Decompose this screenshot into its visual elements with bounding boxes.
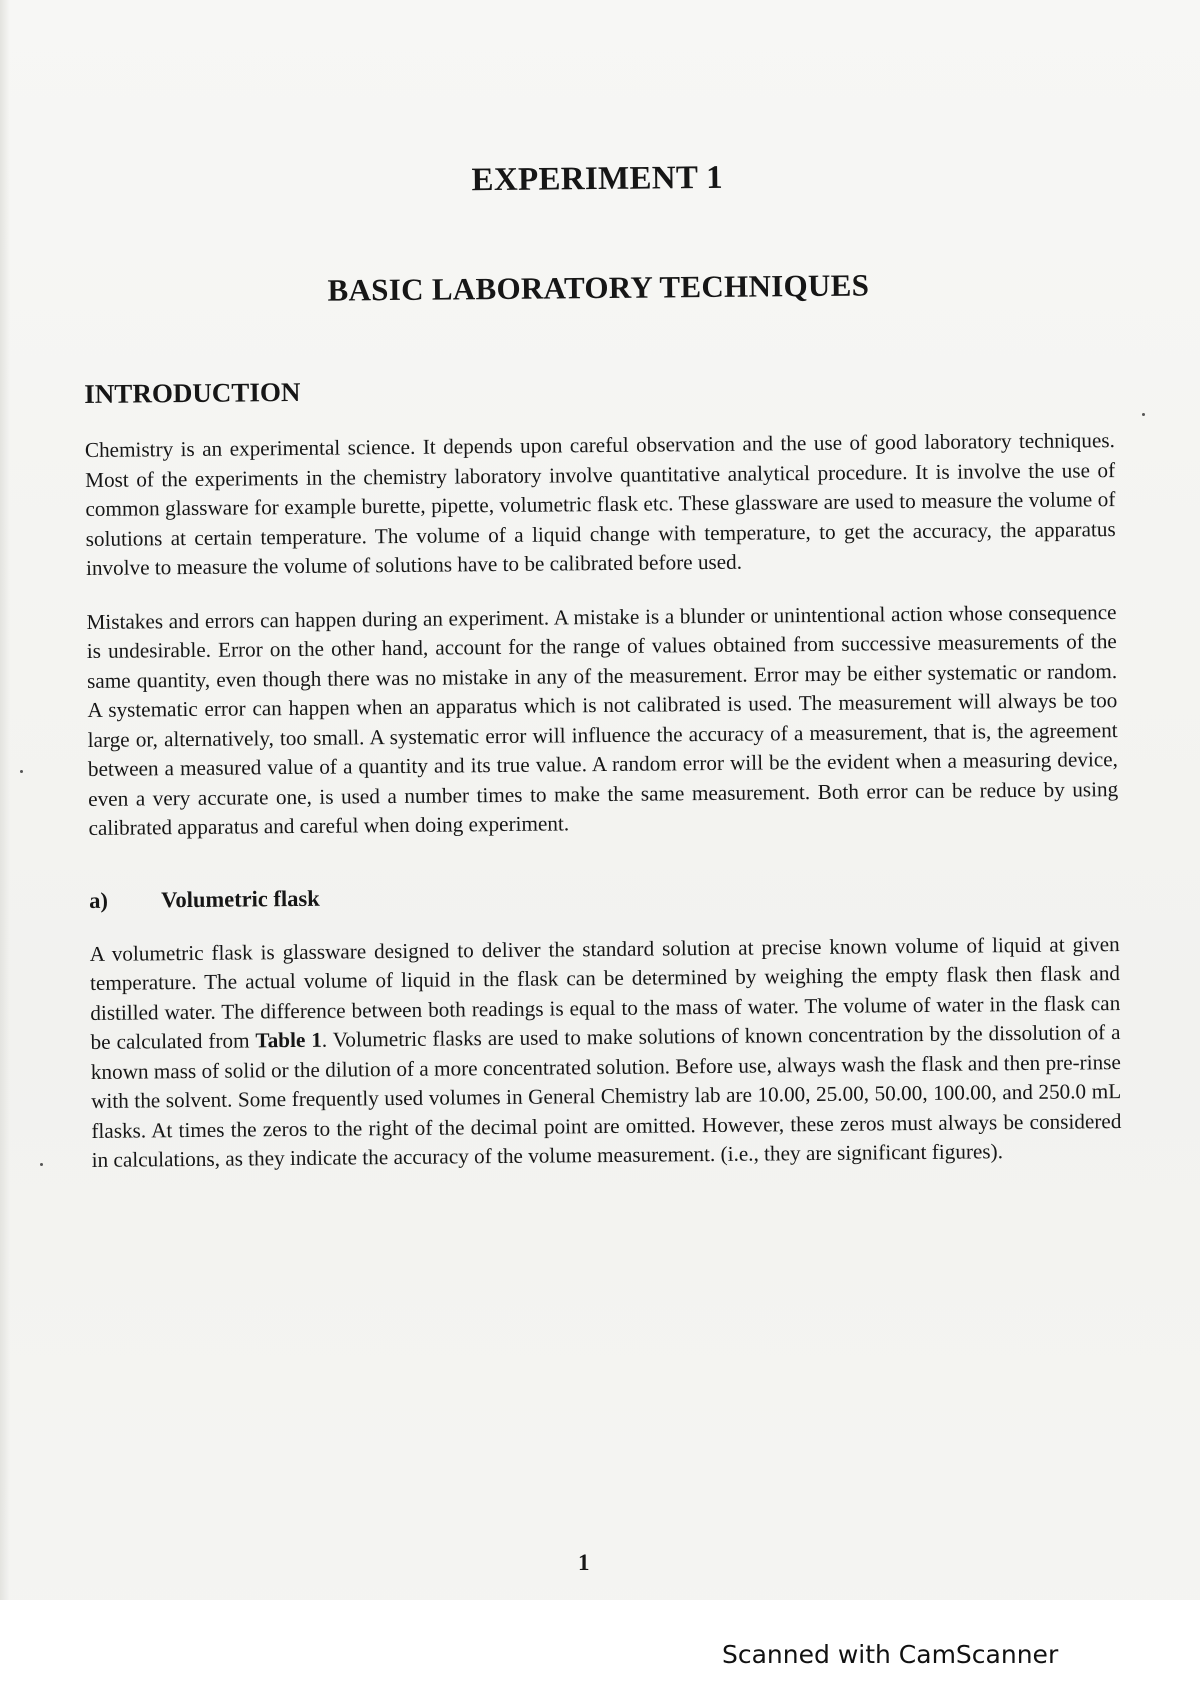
subsection-letter: a) xyxy=(89,887,109,913)
subsection-heading xyxy=(89,878,1119,914)
document-title: EXPERIMENT 1 xyxy=(471,159,724,199)
document-body xyxy=(82,140,1122,1175)
page-number: 1 xyxy=(578,1550,590,1575)
volumetric-flask-paragraph xyxy=(90,930,1122,1176)
paragraph-text-end: . Volumetric flasks are used to make solutions of known concentration by the dissolution of a known mass of solid or the dilution of a more concentrated solution. Before use, always wash the flask and then pre-rinse with the solvent. Some frequently used volumes in General Chemistry lab are 10.00, 25.00, 50.00, 100.00, and 250.0 mL flasks. At times the zeros to the right of the decimal point are omitted. However, these zeros must always be considered in calculations, as they indicate the accuracy of the volume measurement. (i.e., they are significant figures). xyxy=(90,1020,1122,1172)
subsection-title: Volumetric flask xyxy=(161,885,320,912)
paragraph-text-start: A volumetric flask is glassware designed to deliver the standard solution at precise known volume of liquid at given temperature. The actual volume of liquid in the flask can be determined by weighing the empty flask then flask and distilled water. The difference between both readings is equal to the mass of water. The volume of water in the flask can be calculated from xyxy=(89,931,1121,1054)
intro-paragraph-2: Mistakes and errors can happen during an experiment. A mistake is a blunder or unintentional action whose consequence is undesirable. Error on the other hand, account for the range of values obtained from successive measurements of the same quantity, even though there was no mistake in any of the measurement. Error may be either systematic or random. A systematic error can happen when an apparatus which is not calibrated is used. The measurement will always be too large or, alternatively, too small. A systematic error will influence the accuracy of a measurement, that is, the agreement between a measured value of a quantity and its true value. A random error will be the evident when a measuring device, even a very accurate one, is used a number times to make the same measurement. Both error can be reduce by using calibrated apparatus and careful when doing experiment. xyxy=(86,599,1119,840)
scanner-watermark: Scanned with CamScanner xyxy=(722,1640,1059,1669)
document-subtitle: BASIC LABORATORY TECHNIQUES xyxy=(327,267,870,308)
page-edge-shadow xyxy=(0,0,10,1600)
scan-speck xyxy=(1142,413,1145,416)
table-reference: Table 1 xyxy=(255,1027,322,1053)
scan-speck xyxy=(40,1163,43,1166)
scan-speck xyxy=(20,770,23,773)
section-heading-introduction: INTRODUCTION xyxy=(84,376,301,409)
intro-paragraph-1: Chemistry is an experimental science. It depends upon careful observation and the use of good laboratory techniques. Most of the experiments in the chemistry laboratory involve quantitative analytical procedure. It is involve the use of common glassware for example burette, pipette, volumetric flask etc. These glassware are used to measure the volume of solutions at certain temperature. The volume of a liquid change with temperature, to get the accuracy, the apparatus involve to measure the volume of solutions have to be calibrated before used. xyxy=(84,428,1116,580)
